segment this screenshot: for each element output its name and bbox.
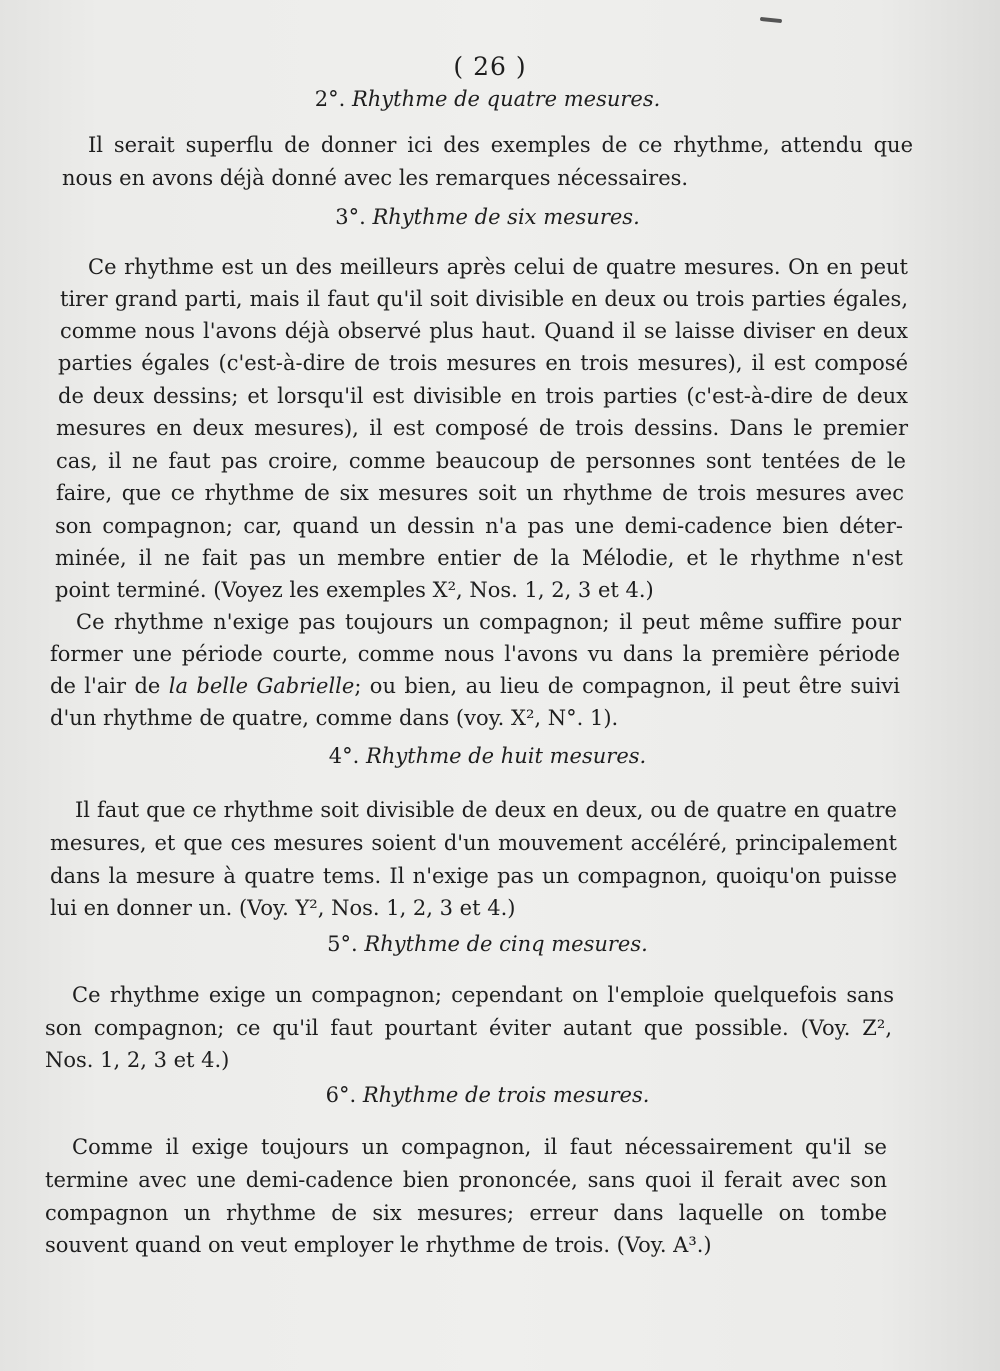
text-line: son compagnon; car, quand un dessin n'a pas une demi-cadence bien déter- — [55, 514, 903, 538]
text-line: mesures en deux mesures), il est composé de trois dessins. Dans le premier — [56, 416, 908, 440]
section-heading-4 — [0, 744, 975, 768]
section-title: Rhythme de six mesures. — [372, 205, 640, 229]
text-line: mesures, et que ces mesures soient d'un mouvement accéléré, principalement — [50, 831, 897, 855]
text-run: ; ou bien, au lieu de compagnon, il peut être suivi — [354, 674, 901, 698]
section-title: Rhythme de cinq mesures. — [364, 932, 648, 956]
section-number: 2°. — [314, 87, 346, 111]
section-number: 5°. — [327, 932, 358, 956]
text-line: comme nous l'avons déjà observé plus haut. Quand il se laisse diviser en deux — [60, 319, 908, 343]
section-title: Rhythme de quatre mesures. — [351, 87, 661, 111]
text-line: minée, il ne fait pas un membre entier de la Mélodie, et le rhythme n'est — [55, 546, 903, 570]
text-line: nous en avons déjà donné avec les remarques nécessaires. — [62, 166, 689, 190]
text-run: de l'air de — [50, 674, 169, 698]
text-line: Nos. 1, 2, 3 et 4.) — [45, 1048, 230, 1072]
section-heading-5 — [0, 932, 975, 956]
text-line: faire, que ce rhythme de six mesures soit un rhythme de trois mesures avec — [56, 481, 904, 505]
ink-mark — [760, 17, 782, 23]
text-line: dans la mesure à quatre tems. Il n'exige pas un compagnon, quoiqu'on puisse — [50, 864, 897, 888]
text-line: compagnon un rhythme de six mesures; erreur dans laquelle on tombe — [45, 1201, 887, 1225]
text-line: Il faut que ce rhythme soit divisible de deux en deux, ou de quatre en quatre — [75, 798, 897, 822]
section-number: 6°. — [325, 1083, 357, 1107]
page-number: ( 26 ) — [453, 52, 527, 81]
text-line: Ce rhythme n'exige pas toujours un compagnon; il peut même suffire pour — [76, 610, 901, 634]
section-heading-6 — [0, 1083, 975, 1107]
section-number: 3°. — [335, 205, 366, 229]
text-line: de deux dessins; et lorsqu'il est divisible en trois parties (c'est-à-dire de deux — [58, 384, 908, 408]
section-title: Rhythme de huit mesures. — [366, 744, 647, 768]
section-number: 4°. — [328, 744, 360, 768]
text-line: d'un rhythme de quatre, comme dans (voy. X², N°. 1). — [50, 706, 619, 730]
section-heading-3 — [0, 205, 975, 229]
text-line: termine avec une demi-cadence bien prononcée, sans quoi il ferait avec son — [45, 1168, 887, 1192]
text-line: Comme il exige toujours un compagnon, il faut nécessairement qu'il se — [72, 1135, 887, 1159]
text-line: point terminé. (Voyez les exemples X², Nos. 1, 2, 3 et 4.) — [55, 578, 654, 602]
text-line: souvent quand on veut employer le rhythme de trois. (Voy. A³.) — [45, 1233, 712, 1257]
text-line: lui en donner un. (Voy. Y², Nos. 1, 2, 3 et 4.) — [50, 896, 516, 920]
text-line: tirer grand parti, mais il faut qu'il soit divisible en deux ou trois parties égales, — [60, 287, 908, 311]
text-line: former une période courte, comme nous l'avons vu dans la première période — [50, 642, 900, 666]
text-line: cas, il ne faut pas croire, comme beaucoup de personnes sont tentées de le — [56, 449, 906, 473]
text-line: Ce rhythme exige un compagnon; cependant on l'emploie quelquefois sans — [72, 983, 894, 1007]
section-heading-2 — [0, 87, 975, 111]
text-line: parties égales (c'est-à-dire de trois mesures en trois mesures), il est composé — [58, 351, 908, 375]
text-line: Ce rhythme est un des meilleurs après celui de quatre mesures. On en peut — [88, 255, 908, 279]
work-title-italic: la belle Gabrielle — [168, 674, 355, 698]
text-line: son compagnon; ce qu'il faut pourtant éviter autant que possible. (Voy. Z², — [45, 1016, 892, 1040]
text-line-with-italic — [50, 671, 900, 701]
section-title: Rhythme de trois mesures. — [362, 1083, 650, 1107]
text-line: Il serait superflu de donner ici des exemples de ce rhythme, attendu que — [88, 133, 913, 157]
